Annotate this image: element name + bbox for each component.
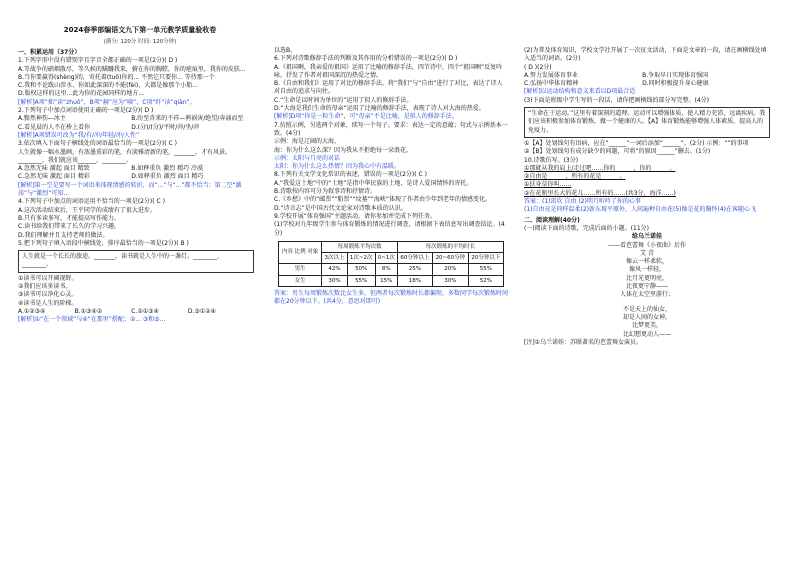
option-c: C.弘扬中华体育精神 (524, 80, 579, 88)
explanation: [解析]A项“拙”读“zhuō”，B项“赫”应为“嘀”，C项“纤”读“qiàn”。 (18, 98, 196, 106)
table-cell: 8% (375, 264, 397, 275)
table-group-header: 每周锻炼平均次数 (322, 241, 397, 252)
option-c: C.我和不论跋山涉水、你如此深深的不能(fèi)，大都是像那个小船... (18, 82, 198, 90)
table-cell: 55% (468, 264, 503, 275)
explanation: [解析]以运动结构和意义来看以D项最合适 (524, 88, 636, 96)
question-5: 5.把下列句子填入语段中横线处，排序最恰当的一项是(2分)( B ) (18, 239, 189, 247)
table-cell: 20% (432, 264, 468, 275)
poem-author: 艾 青 (640, 249, 654, 257)
table-cell: 25% (397, 264, 432, 275)
table-column-header: 20分钟以下 (468, 253, 503, 264)
question-4: 4.下列句子中加点的词语运用不恰当的一项是(2分)( C ) (18, 198, 165, 206)
table-column-header: 0~1次 (375, 253, 397, 264)
option-a: A.努力发展体育事业 (524, 71, 578, 79)
option-c: C.“生命是以时间为单位的”运用了拟人的修辞手法。 (274, 96, 413, 104)
answer-line: (1)自由竟是同样温柔(2)新东坡平原外，人间遍种自由花(5)像是花的胸怀(4)在客随心飞 (524, 206, 756, 214)
table-row (279, 275, 504, 286)
poem-line: 像云一样柔软， (625, 258, 668, 266)
sub-question: ②【B】处划线句有成分缺少的问题，可将“的原因______”删去。(1分) (524, 148, 711, 156)
poem-line: 比幻想更动人—— (622, 330, 671, 338)
table-group-header: 每次锻炼的平均时长 (397, 241, 503, 252)
table-column-header: 3次以上 (322, 253, 347, 264)
option-d: D.“大海是我们生命的母亲”运用了比喻的修辞手法，表现了诗人对大海的热爱。 (274, 105, 485, 113)
question-9: 9.学校开展“体育强国”主题活动，请你参加并完成下列任务。 (274, 212, 436, 220)
poem-line: 却是人间的女神， (622, 313, 671, 321)
question-1: 1.下列字形中没有错别字且字音全都正确的一项是(2分)( D ) (18, 57, 178, 65)
options-row (18, 308, 254, 316)
column-middle (274, 47, 508, 307)
example-line: 示例：海是辽阔的大海， (274, 138, 341, 146)
table-cell: 15% (375, 275, 397, 286)
question-8: 8.下列有关文学文化常识的表述，错误的一项是(2分)( C ) (274, 171, 427, 179)
table-column-header: 60分钟以上 (397, 253, 432, 264)
option-c: C.《乡愁》中的“邮票”“船票”“坟墓”“海峡”体现了作者由少年到老年的情感变化。 (274, 196, 491, 204)
table-corner: 内容 比例 对象 (279, 241, 322, 264)
answer-choice: ( D )(2分) (524, 63, 552, 71)
options-row (524, 72, 770, 80)
option-d: D.(分)/(分)/平时/冲/坐/冲 (131, 123, 200, 131)
table-cell: 30% (432, 275, 468, 286)
option-b: B.争取早日实现体育强国 (642, 71, 709, 79)
sub-question: ①【A】处划线句有语病，应在“______”一词后添加“______”。(2分) 示例：“”的事项 (524, 139, 749, 147)
sentence-item: ④读书是人生的阶梯。 (18, 299, 78, 307)
table-column-header: 20~60分钟 (432, 253, 468, 264)
option-b: B.《自由和我们》运用了对比的修辞手法，将“我们”与“自由”进行了对比，表达了诗人对自由的追求与向往。 (274, 80, 503, 96)
table-cell: 30% (322, 275, 347, 286)
poem-line: 人体在太空里游行； (619, 291, 674, 299)
option-a: A.①②③④ (18, 307, 46, 315)
option-d: D.③①②④ (187, 307, 216, 315)
option-d: D.我们理解并且支持老师的做法。 (18, 231, 109, 239)
option-b: B.①③④② (74, 307, 103, 315)
question-2: 2.下列句子中加点词语使用正确的一项是(2分)( D ) (18, 107, 154, 115)
row-label: 男生 (279, 264, 322, 275)
table-cell: 52% (468, 275, 503, 286)
answer-line: 示例：太阳与月亮的对话 (274, 154, 341, 162)
question-3: 3.依次填入下面句子横线处的词语最恰当的一项是(2分)( C ) (18, 140, 177, 148)
poem-blank-line: ①扶身草你叫…… (524, 181, 572, 189)
stats-table (278, 241, 504, 287)
answer-line: 太阳：你为什么这么热情？因为我心中有温暖。 (274, 163, 401, 171)
poem-subtitle: ——看芭蕾舞《小夜曲》后作 (607, 241, 686, 249)
answer-line: 答案：男生每周锻炼次数比女生多，但两者每次锻炼时长都偏短，多数同学每次锻炼时间都在20分钟以下。(共4分，意思对即可) (274, 290, 509, 306)
reading-intro: (一)阅读下面的诗歌，完成后面的小题。(11分) (524, 224, 649, 232)
options-row (18, 173, 254, 181)
explanation: [解析]第一空是要写一个词语来体现情感的转折，而“...”与“...”都不恰当；第二空“激荡”与“激烈”可知... (18, 181, 242, 198)
table-cell: 42% (322, 264, 347, 275)
row-label: 女生 (279, 275, 322, 286)
option-b: B.诗歌按内容可分为叙事诗和抒情诗。 (274, 188, 377, 196)
explanation: [解析]①“在一个领域”与④“在那里”搭配；②... ③和⑤... (18, 316, 166, 324)
option-a: A.“我爱这土地”中的“土地”是指中华民族的土地，是诗人爱国情怀的寄托。 (274, 179, 473, 187)
poem-line: 不是天上的仙女， (622, 305, 671, 313)
question-10: 10.诗歌仿写。(3分) (524, 156, 579, 164)
poem-blank-line: ②自由是______，所有的花是______。 (524, 173, 626, 181)
column-left (18, 47, 254, 325)
question-9-2: (2)为普及体育知识，学校文学社开展了一次征文活动，下面是文章的一段，请在画横线处填入适当的词语。(2分) (524, 47, 767, 63)
option-a: A.等战争的硝烟散尽，等久候的蹒跚我来，俯在你的胸膛，你的疤痕里，我你的皮肤... (18, 65, 246, 73)
continuation-text: 以选B。 (274, 47, 297, 54)
table-row (279, 264, 504, 275)
option-d: D.同时积极提升身心健康 (642, 80, 709, 88)
option-b: B.当你要赢得(shèng)的，寄托着(tuō)你的... 不然它只要你... 等待那一个 (18, 73, 215, 81)
option-c: C.读书给我们带来了长久的学习兴趣。 (18, 223, 121, 231)
question-9-sub: (1)学校对九年级学生参与体育锻炼的情况进行调查，请根据下表信息写出调查结论。(4分) (274, 221, 505, 237)
quote-box: “生命在于运动。”这里有着深刻的道理。运动可以增强体质，使人精力充沛，远离疾病。我们应该积极参加体育锻炼，做一个健康的人。【A】体育锻炼能够增强人体素质，提高人的免疫力。 (524, 107, 770, 138)
table-cell: 50% (347, 264, 375, 275)
explanation: [解析]A项错误可改为“我/有/冲/年轻/冲/人性” (18, 131, 140, 139)
question-9-3: (3)下面是班级中学生写的一段话，请你把画横线的部分写完整。(4分) (524, 96, 709, 104)
explanation: [解析]D项“你是一粒生命”，可“母亲”不是比喻，是拟人的修辞手法。 (274, 113, 458, 121)
table-cell: 55% (347, 275, 375, 286)
sentence-item: ②我们应该多读书。 (18, 283, 72, 291)
option-b: B.只有多读多写，才能提高写作能力。 (18, 214, 121, 222)
option-d: D.“诗言志”是中国古代文论家对诗歌本质的认识。 (274, 204, 407, 212)
sentence-item: ①读书可以开阔视野。 (18, 274, 78, 282)
poem-blank-line: ①那就从我的肩上/走过吧……你的______，你的______。 (524, 164, 676, 172)
poem-line: 像风一样轻， (628, 266, 665, 274)
option-a: A.黯然神伤—冰主 (18, 115, 66, 123)
footnote: [注]①乌兰诺娃：苏联著名的芭蕾舞女演员。 (524, 338, 643, 346)
options-row (18, 115, 254, 123)
option-a: A.这次活动结束后，王平同学的成绩有了很大进步。 (18, 206, 156, 214)
option-c: C.②①③④ (131, 307, 159, 315)
question-7: 7.仿照示例，另选两个对象，续写一个句子。要求：表达一定的意蕴；句式与示例基本一致。(4分) (274, 121, 508, 137)
section-heading: 二、阅读理解(40分) (524, 216, 580, 224)
option-a: A.忽然无味 激起 面目 精致 (18, 165, 90, 173)
options-row (18, 124, 254, 132)
passage-box: 人生就是一个长长的旅途。_______，读书就是人生中的一盏灯。________，________。 (18, 250, 254, 273)
answer-line: 答案：(1)雷坎 自由 (2)明月听吟了你的心事 (524, 198, 641, 206)
option-c: C.急然无味 激起 面目 精彩 (18, 173, 90, 181)
option-c: C.看见晨的人不在桥上看你 (18, 123, 91, 131)
page-title: 2024春季部编语文九下第一单元教学质量验收卷 (63, 26, 217, 34)
column-right (524, 47, 770, 347)
poem-line: 比梦更美， (631, 322, 662, 330)
option-b: B.纷至沓来的不祥—鸦祸害/绝望/奔涌而至 (131, 115, 244, 123)
question-text: 人生就像一幅水墨画，有浓墨重彩的笔，有淡雅清新的笔，_______，才有风景。________，我们就应该______，________。 (18, 148, 232, 164)
table-column-header: 1次~2次 (347, 253, 375, 264)
poem-line: 比月光更明亮， (625, 274, 668, 282)
page-subtitle: (满分: 120分 时间: 120分钟) (103, 39, 177, 45)
sentence-item: ③读书可以净化心灵。 (18, 291, 78, 299)
section-heading: 一、积累运用（37分） (18, 49, 81, 56)
option-a: A.《祖国啊，我亲爱的祖国》运用了比喻的修辞手法，四节诗中，四个“祖国啊”反复吟咏，抒发了作者对祖国深沉的热爱之情。 (274, 63, 503, 79)
poem-line: 比夜更宁静—— (625, 283, 668, 291)
poem-blank-line: ②在花瓶里长大的花儿……所有的……(共3分，海洋……) (524, 189, 676, 197)
option-d: D.版权这样的这里...此为你的花园同样的地方... (18, 90, 144, 98)
option-d: D.如释重负 激烈 面目 精巧 (131, 173, 204, 181)
example-line: 海：你为什么这么深？因为我从不拒绝每一朵浪花。 (274, 146, 413, 154)
question-6: 6.下列对诗歌修辞手法的判断及其作用的分析错误的一项是(2分)( D ) (274, 55, 458, 63)
poem-title: 给乌兰诺娃 (631, 233, 662, 241)
option-b: B.如释重负 激烈 精巧 冷漠 (131, 165, 204, 173)
table-cell: 18% (397, 275, 432, 286)
